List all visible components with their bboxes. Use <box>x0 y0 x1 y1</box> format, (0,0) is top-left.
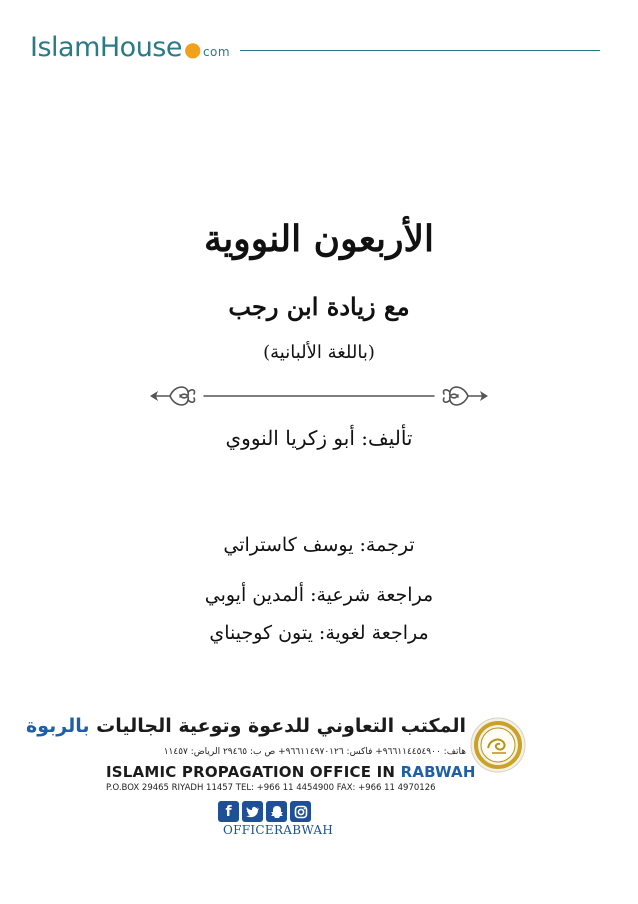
publisher-name-ar <box>26 715 466 737</box>
islamhouse-logo[interactable] <box>30 32 230 63</box>
publisher-name-en-main: ISLAMIC PROPAGATION OFFICE IN <box>106 763 396 781</box>
book-subtitle: مع زيادة ابن رجب <box>228 292 410 321</box>
language-note: (باللغة الألبانية) <box>263 342 375 363</box>
rabwah-seal-logo <box>470 717 526 773</box>
linguistic-review-line: مراجعة لغوية: يتون كوجيناي <box>209 622 429 644</box>
publisher-contact-ar: هاتف: ٩٦٦١١٤٤٥٤٩٠٠+ فاكس: ٩٦٦١١٤٩٧٠١٢٦+ ص ب: ٢٩٤٦٥ الرياض: ١١٤٥٧ <box>163 747 466 757</box>
publisher-name-en <box>106 763 476 781</box>
header <box>30 32 610 72</box>
author-line: تأليف: أبو زكريا النووي <box>225 426 413 450</box>
snapchat-icon[interactable] <box>266 801 287 822</box>
twitter-icon[interactable] <box>242 801 263 822</box>
instagram-icon[interactable] <box>290 801 311 822</box>
logo-domain: com <box>202 45 231 59</box>
ornament-divider <box>148 378 490 414</box>
logo-brand: IslamHouse <box>30 32 182 63</box>
header-divider <box>240 50 600 51</box>
social-handle[interactable]: OFFICERABWAH <box>223 823 334 837</box>
book-title: الأربعون النووية <box>203 218 434 260</box>
publisher-name-ar-accent: بالربوة <box>26 715 90 737</box>
religious-review-line: مراجعة شرعية: ألمدين أيوبي <box>204 584 434 606</box>
publisher-name-ar-main: المكتب التعاوني للدعوة وتوعية الجاليات <box>96 715 466 737</box>
translator-line: ترجمة: يوسف كاستراتي <box>223 534 415 556</box>
publisher-footer <box>26 715 526 845</box>
facebook-icon[interactable]: f <box>218 801 239 822</box>
social-icons <box>218 801 311 823</box>
logo-dot: ● <box>184 37 201 61</box>
publisher-name-en-accent: RABWAH <box>400 763 476 781</box>
publisher-contact-en: P.O.BOX 29465 RIYADH 11457 TEL: +966 11 4454900 FAX: +966 11 4970126 <box>106 783 436 793</box>
